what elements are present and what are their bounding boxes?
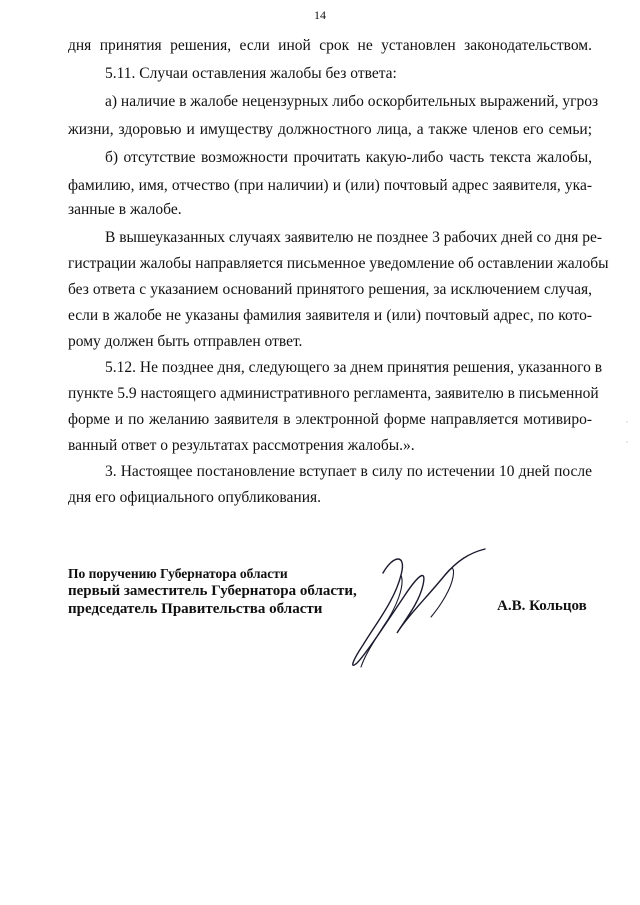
text-line: без ответа с указанием оснований принятого решения, за исключением случая, bbox=[68, 281, 592, 298]
page-number: 14 bbox=[314, 8, 326, 22]
text-line: если в жалобе не указаны фамилия заявителя и (или) почтовый адрес, по кото- bbox=[68, 307, 592, 324]
signatory-name: А.В. Кольцов bbox=[497, 598, 587, 614]
signature-line-mandate: По поручению Губернатора области bbox=[68, 566, 288, 581]
text-line: пункте 5.9 настоящего административного регламента, заявителю в письменной bbox=[68, 385, 599, 402]
signature-line-title: председатель Правительства области bbox=[68, 601, 323, 617]
section-heading-5-12: 5.12. Не позднее дня, следующего за днем принятия решения, указанного в bbox=[105, 359, 603, 376]
text-line: жизни, здоровью и имуществу должностного лица, а также членов его семьи; bbox=[68, 121, 592, 138]
text-line: дня его официального опубликования. bbox=[68, 489, 322, 506]
text-line: б) отсутствие возможности прочитать какую-либо часть текста жалобы, bbox=[105, 149, 592, 166]
text-line: форме и по желанию заявителя в электронной форме направляется мотивиро- bbox=[68, 411, 592, 428]
text-line: а) наличие в жалобе нецензурных либо оскорбительных выражений, угроз bbox=[105, 93, 599, 110]
scan-mark: ˙ bbox=[625, 438, 629, 452]
text-line: рому должен быть отправлен ответ. bbox=[68, 333, 303, 350]
section-heading-5-11: 5.11. Случаи оставления жалобы без ответа: bbox=[105, 65, 397, 82]
text-line: В вышеуказанных случаях заявителю не позднее 3 рабочих дней со дня ре- bbox=[105, 229, 602, 246]
text-line: фамилию, имя, отчество (при наличии) и (или) почтовый адрес заявителя, ука- bbox=[68, 177, 592, 194]
text-line: гистрации жалобы направляется письменное уведомление об оставлении жалобы bbox=[68, 255, 609, 272]
text-line: занные в жалобе. bbox=[68, 201, 182, 218]
text-line: дня принятия решения, если иной срок не установлен законодательством. bbox=[68, 37, 592, 54]
text-line: 3. Настоящее постановление вступает в силу по истечении 10 дней после bbox=[105, 463, 592, 480]
signature-line-position: первый заместитель Губернатора области, bbox=[68, 583, 357, 599]
text-line: ванный ответ о результатах рассмотрения жалобы.». bbox=[68, 437, 415, 454]
handwritten-signature bbox=[335, 545, 505, 680]
scan-mark: ˙ bbox=[625, 418, 629, 432]
